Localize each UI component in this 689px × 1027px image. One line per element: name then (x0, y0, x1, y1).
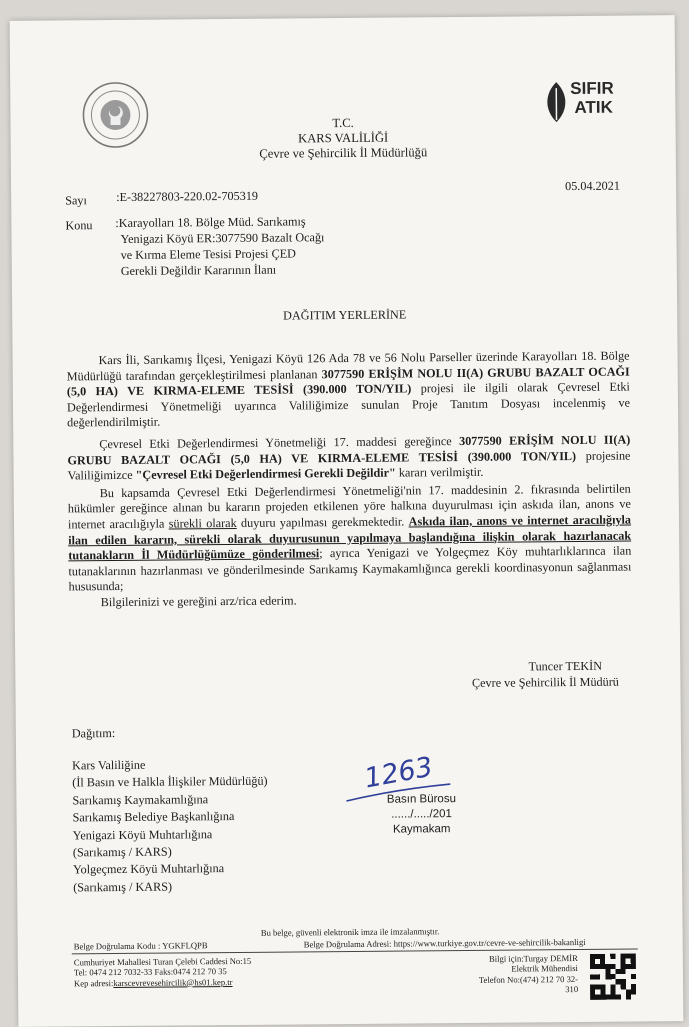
p2-decision: "Çevresel Etki Değerlendirmesi Gerekli Değildir" (135, 465, 396, 482)
verify-address: Belge Doğrulama Adresi: https://www.turkiye.gov.tr/cevre-ve-sehircilik-bakanligi (303, 936, 586, 950)
paragraph-3 (68, 481, 632, 595)
footer-address (74, 956, 252, 989)
distribution-item: Kars Valiliğine (72, 757, 146, 773)
sayi-label: Sayı (65, 193, 87, 208)
kep-line (74, 977, 251, 989)
address-line: Tel: 0474 212 7032-33 Faks:0474 212 70 35 (73, 966, 227, 978)
konu-line: ve Kırma Eleme Tesisi Projesi ÇED (120, 246, 297, 262)
distribution-item: Sarıkamış Kaymakamlığına (72, 792, 209, 808)
press-office-stamp (371, 792, 471, 838)
letter-body (67, 349, 632, 611)
p2-text-mid: projesine Valiliğimizce (67, 448, 631, 483)
kep-label: Kep adresi: (73, 977, 114, 989)
distribution-item: Sarıkamış Belediye Başkanlığına (72, 809, 235, 825)
contact-line: 310 (565, 984, 579, 995)
signer-title: Çevre ve Şehircilik İl Müdürü (471, 674, 619, 690)
p3-text-end: ; ayrıca Yenigazi ve Yolgeçmez Köy muhtarlıklarınca ilan tutanaklarının hazırlanması ve gönderilmesinde Sarıkamış Kaymakamlığınca gerekli koordinasyonun sağlanması hususunda; (68, 543, 632, 594)
sayi-value: :E-38227803-220.02-705319 (116, 188, 259, 204)
p1-project-name: 3077590 ERİŞİM NOLU II(A) GRUBU BAZALT OCAĞI (5,0 HA) VE KIRMA-ELEME TESİSİ (390.000 TON/YIL) (66, 364, 630, 399)
p2-text: Çevresel Etki Değerlendirmesi Yönetmeliği 17. maddesi gereğince (99, 433, 460, 452)
paragraph-1 (67, 349, 631, 432)
paragraph-2 (67, 432, 630, 484)
p3-text-mid: duyuru yapılması gerekmektedir. (236, 514, 409, 530)
signer-name: Tuncer TEKİN (528, 658, 603, 674)
handwritten-number: 1263 (361, 751, 436, 795)
document-page (10, 15, 684, 1027)
header-office: KARS VALİLİĞİ (298, 130, 389, 146)
stamp-office: Basın Bürosu (386, 793, 456, 806)
konu-label: Konu (65, 218, 93, 233)
contact-line: Elektrik Mühendisi (511, 963, 578, 974)
document-date: 05.04.2021 (565, 178, 620, 194)
p1-text-end: projesi ile ilgili olarak Çevresel Etki Değerlendirmesi Yönetmeliği uyarınca Valiliğimize sunulan Proje Tanıtım Dosyası incelenmiş ve değerlendirilmiştir. (66, 379, 631, 430)
p2-text-end: kararı verilmiştir. (395, 464, 484, 480)
paragraph-4: Bilgilerinizi ve gereğini arz/rica ederim. (100, 593, 297, 610)
signature-block (435, 658, 655, 692)
p2-project-name: 3077590 ERİŞİM NOLU II(A) GRUBU BAZALT OCAĞI (5,0 HA) VE KIRMA-ELEME TESİSİ (390.000 TON/YIL) (67, 432, 631, 467)
verify-code: Belge Doğrulama Kodu : YGKFLQPB (73, 940, 208, 952)
esign-note: Bu belge, güvenli elektronik imza ile imzalanmıştır. (260, 926, 440, 938)
document-header (10, 113, 675, 164)
contact-line: Telefon No:(474) 212 70 32- (478, 973, 579, 985)
zero-waste-word-1: SIFIR (570, 78, 614, 99)
p3-underlined: sürekli olarak (168, 515, 237, 531)
konu-line: Yenigazi Köyü ER:3077590 Bazalt Ocağı (120, 230, 325, 246)
address-line: Cumhuriyet Mahallesi Turan Çelebi Caddesi No:15 (73, 955, 252, 968)
distribution-item: (İl Basın ve Halkla İlişkiler Müdürlüğü) (72, 774, 268, 790)
distribution-item: Yenigazi Köyü Muhtarlığına (72, 826, 213, 843)
header-directorate: Çevre ve Şehircilik İl Müdürlüğü (259, 145, 428, 161)
addressee: DAĞITIM YERLERİNE (283, 307, 407, 323)
distribution-item: (Sarıkamış / KARS) (73, 879, 173, 895)
stamp-title: Kaymakam (392, 823, 451, 836)
footer-contact (458, 953, 578, 996)
stamp-date: ....../...../201 (391, 808, 452, 821)
contact-line: Bilgi için:Turgay DEMİR (488, 952, 578, 964)
p3-requirement: Askıda ilan, anons ve internet aracılığıyla ilan edilen kararın, sürekli olarak duyurusunun yapılmaya başlandığına ilişkin olarak hazırlanacak tutanakların İl Müdürlüğümüze gönderilmesi (68, 512, 632, 563)
distribution-list (72, 756, 269, 897)
konu-block (115, 213, 416, 279)
qr-code-icon[interactable] (590, 953, 636, 999)
kep-address-link[interactable]: karscevrevesehircilik@hs01.kep.tr (113, 976, 233, 988)
p1-text: Kars İli, Sarıkamış İlçesi, Yenigazi Köyü 126 Ada 78 ve 56 Nolu Parseller üzerinde Karayolları 18. Bölge Müdürlüğü tarafından gerçekleştirilmesi planlanan (66, 348, 630, 384)
zero-waste-word-2: ATIK (574, 97, 613, 117)
konu-line: :Karayolları 18. Bölge Müd. Sarıkamış (115, 214, 306, 231)
distribution-item: (Sarıkamış / KARS) (72, 844, 172, 860)
distribution-item: Yolgeçmez Köyü Muhtarlığına (72, 861, 225, 877)
distribution-label: Dağıtım: (71, 726, 116, 741)
p3-text: Bu kapsamda Çevresel Etki Değerlendirmesi Yönetmeliği'nin 17. maddesinin 2. fıkrasında belirtilen hükümler gereğince alınan bu kararın projeden etkilenen yöre halkına duyurulması için askıda ilan, anons ve internet aracılığıyla (67, 481, 631, 532)
header-country: T.C. (332, 115, 354, 131)
konu-line: Gerekli Değildir Kararının İlanı (120, 262, 277, 278)
